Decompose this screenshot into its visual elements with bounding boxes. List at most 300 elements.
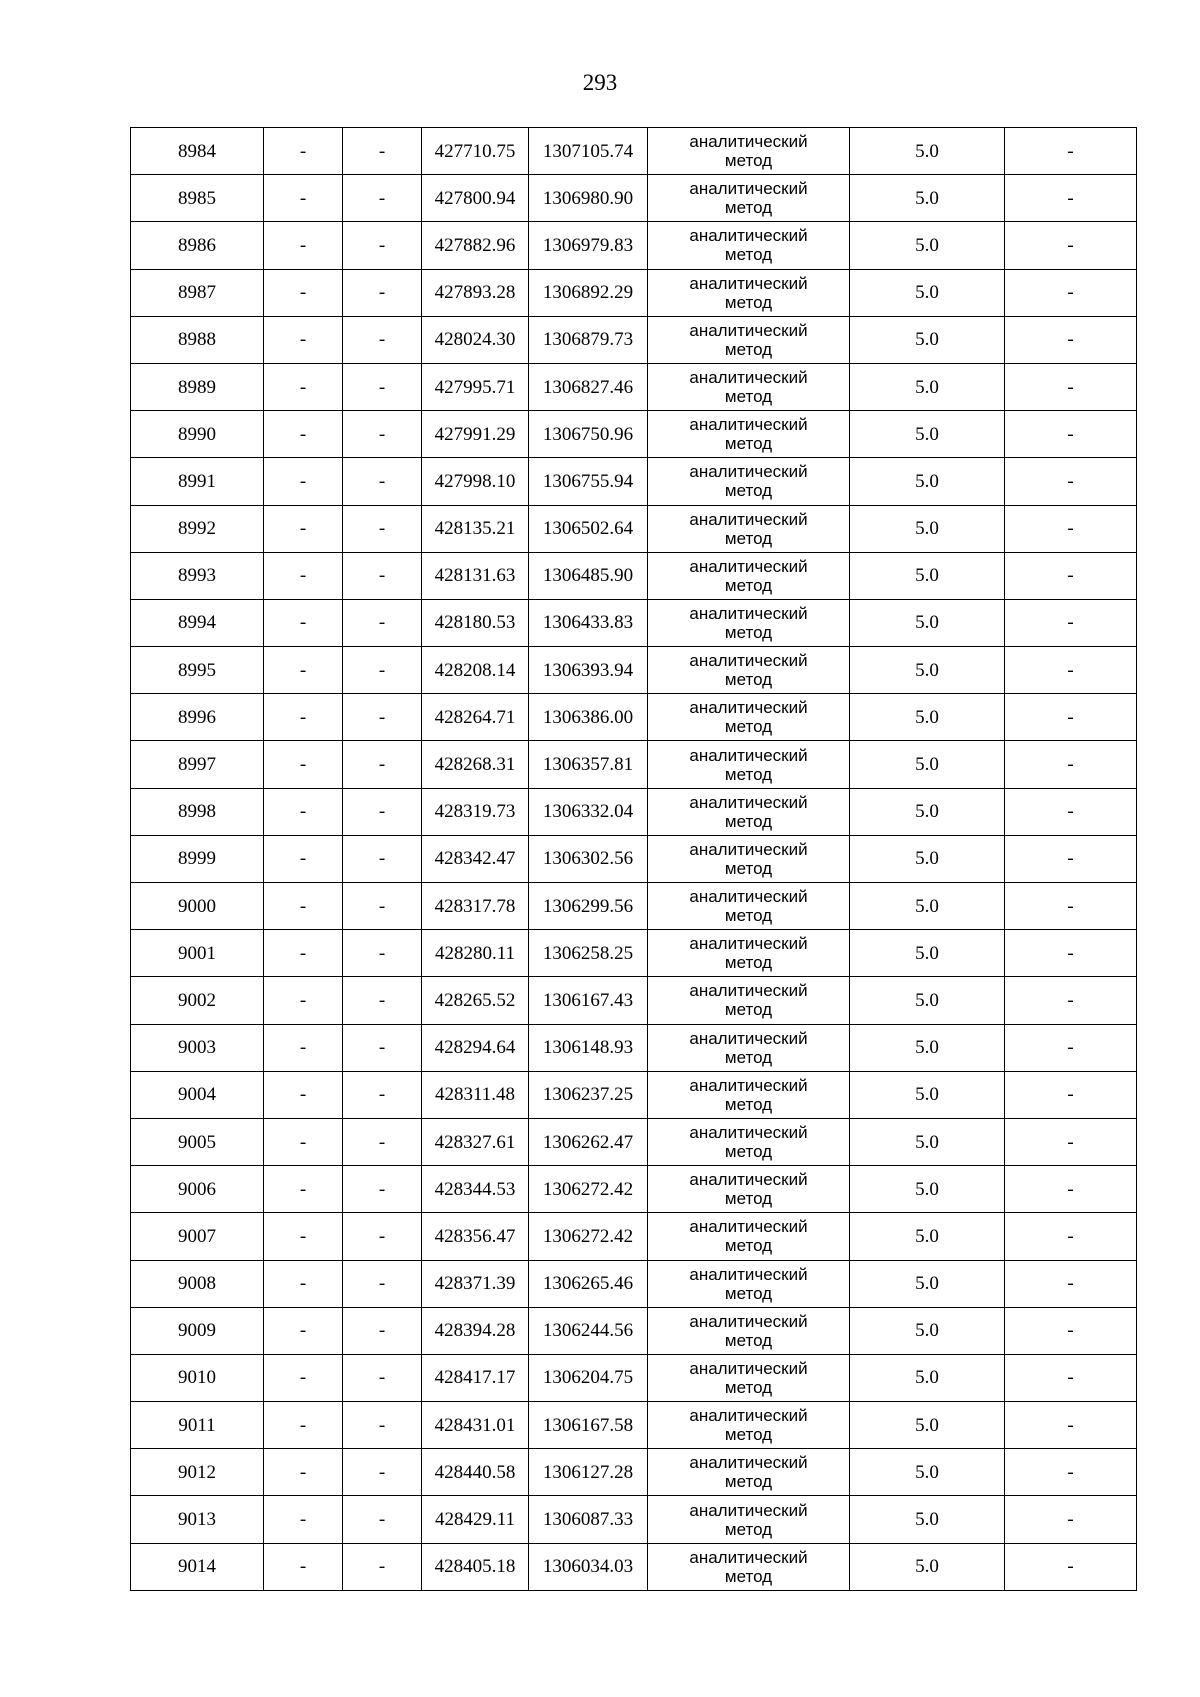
x-coordinate-cell: 428429.11 (422, 1496, 529, 1543)
point-number-cell: 9007 (131, 1213, 264, 1260)
dash-cell-1: - (264, 1260, 343, 1307)
method-cell (648, 411, 850, 458)
table-row (131, 363, 1137, 410)
method-cell (648, 363, 850, 410)
dash-cell-2: - (343, 977, 422, 1024)
method-text-line: аналитический (689, 415, 808, 435)
dash-cell-2: - (343, 930, 422, 977)
y-coordinate-cell: 1306299.56 (529, 883, 648, 930)
dash-cell-2: - (343, 175, 422, 222)
point-number-cell: 8990 (131, 411, 264, 458)
point-number-cell: 8989 (131, 363, 264, 410)
table-row (131, 505, 1137, 552)
method-text-line: метод (724, 953, 773, 973)
table-row (131, 883, 1137, 930)
method-text-line: аналитический (689, 792, 808, 812)
dash-cell-1: - (264, 411, 343, 458)
method-cell (648, 505, 850, 552)
dash-cell-1: - (264, 1118, 343, 1165)
point-number-cell: 8994 (131, 599, 264, 646)
table-row (131, 977, 1137, 1024)
method-cell (648, 1071, 850, 1118)
dash-cell-3: - (1005, 1024, 1137, 1071)
table-row (131, 1118, 1137, 1165)
point-number-cell: 8987 (131, 269, 264, 316)
method-cell (648, 977, 850, 1024)
x-coordinate-cell: 427800.94 (422, 175, 529, 222)
method-text-line: аналитический (689, 1123, 808, 1142)
dash-cell-3: - (1005, 222, 1137, 269)
dash-cell-1: - (264, 1166, 343, 1213)
x-coordinate-cell: 428356.47 (422, 1213, 529, 1260)
dash-cell-1: - (264, 694, 343, 741)
dash-cell-1: - (264, 363, 343, 410)
table-row (131, 599, 1137, 646)
dash-cell-1: - (264, 505, 343, 552)
accuracy-cell: 5.0 (850, 1166, 1005, 1213)
method-cell (648, 883, 850, 930)
method-text-line: метод (724, 1472, 773, 1492)
method-text-line: аналитический (689, 651, 808, 671)
x-coordinate-cell: 427882.96 (422, 222, 529, 269)
x-coordinate-cell: 427995.71 (422, 363, 529, 410)
y-coordinate-cell: 1306204.75 (529, 1354, 648, 1401)
point-number-cell: 8984 (131, 128, 264, 175)
dash-cell-3: - (1005, 1402, 1137, 1449)
method-text-line: аналитический (689, 1500, 808, 1520)
y-coordinate-cell: 1306892.29 (529, 269, 648, 316)
dash-cell-1: - (264, 222, 343, 269)
table-row (131, 222, 1137, 269)
point-number-cell: 8988 (131, 316, 264, 363)
y-coordinate-cell: 1306237.25 (529, 1071, 648, 1118)
accuracy-cell: 5.0 (850, 363, 1005, 410)
dash-cell-2: - (343, 647, 422, 694)
table-row (131, 1354, 1137, 1401)
method-text-line: метод (724, 198, 773, 218)
y-coordinate-cell: 1306265.46 (529, 1260, 648, 1307)
method-cell (648, 316, 850, 363)
accuracy-cell: 5.0 (850, 1449, 1005, 1496)
point-number-cell: 9014 (131, 1543, 264, 1590)
dash-cell-1: - (264, 1213, 343, 1260)
method-cell (648, 599, 850, 646)
y-coordinate-cell: 1306433.83 (529, 599, 648, 646)
method-text-line: метод (724, 1047, 773, 1067)
table-row (131, 788, 1137, 835)
method-cell (648, 1354, 850, 1401)
accuracy-cell: 5.0 (850, 1071, 1005, 1118)
dash-cell-3: - (1005, 1354, 1137, 1401)
dash-cell-3: - (1005, 1071, 1137, 1118)
table-row (131, 930, 1137, 977)
dash-cell-1: - (264, 1307, 343, 1354)
method-text-line: аналитический (689, 1028, 808, 1048)
method-cell (648, 647, 850, 694)
accuracy-cell: 5.0 (850, 835, 1005, 882)
accuracy-cell: 5.0 (850, 1260, 1005, 1307)
point-number-cell: 8992 (131, 505, 264, 552)
y-coordinate-cell: 1306502.64 (529, 505, 648, 552)
accuracy-cell: 5.0 (850, 1496, 1005, 1543)
method-text-line: аналитический (689, 1075, 808, 1095)
accuracy-cell: 5.0 (850, 1402, 1005, 1449)
table-body (131, 128, 1137, 1591)
y-coordinate-cell: 1306167.58 (529, 1402, 648, 1449)
method-text-line: аналитический (689, 1547, 808, 1567)
y-coordinate-cell: 1306750.96 (529, 411, 648, 458)
method-text-line: аналитический (689, 698, 808, 718)
table-row (131, 1024, 1137, 1071)
method-text-line: метод (724, 858, 773, 878)
x-coordinate-cell: 428440.58 (422, 1449, 529, 1496)
dash-cell-2: - (343, 1118, 422, 1165)
dash-cell-3: - (1005, 930, 1137, 977)
dash-cell-3: - (1005, 1118, 1137, 1165)
dash-cell-3: - (1005, 411, 1137, 458)
accuracy-cell: 5.0 (850, 1213, 1005, 1260)
method-text-line: аналитический (689, 226, 808, 246)
method-cell (648, 930, 850, 977)
dash-cell-2: - (343, 1166, 422, 1213)
x-coordinate-cell: 428342.47 (422, 835, 529, 882)
method-cell (648, 1543, 850, 1590)
dash-cell-3: - (1005, 1213, 1137, 1260)
y-coordinate-cell: 1306393.94 (529, 647, 648, 694)
dash-cell-1: - (264, 1449, 343, 1496)
x-coordinate-cell: 428311.48 (422, 1071, 529, 1118)
dash-cell-2: - (343, 128, 422, 175)
dash-cell-2: - (343, 222, 422, 269)
accuracy-cell: 5.0 (850, 175, 1005, 222)
table-row (131, 694, 1137, 741)
method-text-line: аналитический (689, 132, 808, 152)
method-text-line: метод (724, 717, 773, 737)
x-coordinate-cell: 428268.31 (422, 741, 529, 788)
dash-cell-1: - (264, 316, 343, 363)
method-text-line: аналитический (689, 887, 808, 907)
dash-cell-1: - (264, 552, 343, 599)
method-cell (648, 1307, 850, 1354)
method-cell (648, 1118, 850, 1165)
point-number-cell: 9006 (131, 1166, 264, 1213)
x-coordinate-cell: 427893.28 (422, 269, 529, 316)
y-coordinate-cell: 1306127.28 (529, 1449, 648, 1496)
method-text-line: метод (724, 1566, 773, 1586)
accuracy-cell: 5.0 (850, 128, 1005, 175)
table-row (131, 1449, 1137, 1496)
dash-cell-1: - (264, 788, 343, 835)
y-coordinate-cell: 1306386.00 (529, 694, 648, 741)
point-number-cell: 8996 (131, 694, 264, 741)
y-coordinate-cell: 1306272.42 (529, 1213, 648, 1260)
method-cell (648, 741, 850, 788)
y-coordinate-cell: 1306272.42 (529, 1166, 648, 1213)
table-row (131, 316, 1137, 363)
dash-cell-2: - (343, 1402, 422, 1449)
dash-cell-2: - (343, 1543, 422, 1590)
table-row (131, 1543, 1137, 1590)
x-coordinate-cell: 428319.73 (422, 788, 529, 835)
dash-cell-2: - (343, 788, 422, 835)
dash-cell-3: - (1005, 977, 1137, 1024)
point-number-cell: 9005 (131, 1118, 264, 1165)
dash-cell-3: - (1005, 1449, 1137, 1496)
y-coordinate-cell: 1306087.33 (529, 1496, 648, 1543)
dash-cell-2: - (343, 1071, 422, 1118)
y-coordinate-cell: 1306302.56 (529, 835, 648, 882)
dash-cell-1: - (264, 599, 343, 646)
point-number-cell: 8993 (131, 552, 264, 599)
method-text-line: метод (724, 1094, 773, 1114)
x-coordinate-cell: 427710.75 (422, 128, 529, 175)
point-number-cell: 9001 (131, 930, 264, 977)
page-number: 293 (582, 70, 618, 95)
dash-cell-3: - (1005, 505, 1137, 552)
method-cell (648, 1024, 850, 1071)
point-number-cell: 9009 (131, 1307, 264, 1354)
x-coordinate-cell: 428394.28 (422, 1307, 529, 1354)
method-text-line: метод (724, 764, 773, 784)
point-number-cell: 8998 (131, 788, 264, 835)
dash-cell-2: - (343, 505, 422, 552)
method-cell (648, 1213, 850, 1260)
table-row (131, 1166, 1137, 1213)
method-text-line: метод (724, 1377, 773, 1397)
y-coordinate-cell: 1306755.94 (529, 458, 648, 505)
dash-cell-1: - (264, 647, 343, 694)
x-coordinate-cell: 428024.30 (422, 316, 529, 363)
method-text-line: метод (724, 1189, 773, 1209)
method-text-line: метод (724, 434, 773, 454)
y-coordinate-cell: 1307105.74 (529, 128, 648, 175)
method-text-line: аналитический (689, 934, 808, 954)
dash-cell-3: - (1005, 835, 1137, 882)
y-coordinate-cell: 1306827.46 (529, 363, 648, 410)
method-text-line: аналитический (689, 368, 808, 387)
y-coordinate-cell: 1306879.73 (529, 316, 648, 363)
dash-cell-3: - (1005, 1166, 1137, 1213)
point-number-cell: 9013 (131, 1496, 264, 1543)
accuracy-cell: 5.0 (850, 1354, 1005, 1401)
dash-cell-1: - (264, 883, 343, 930)
dash-cell-2: - (343, 458, 422, 505)
dash-cell-1: - (264, 269, 343, 316)
dash-cell-3: - (1005, 694, 1137, 741)
dash-cell-1: - (264, 1543, 343, 1590)
accuracy-cell: 5.0 (850, 316, 1005, 363)
dash-cell-3: - (1005, 1543, 1137, 1590)
dash-cell-3: - (1005, 883, 1137, 930)
method-cell (648, 1449, 850, 1496)
x-coordinate-cell: 428280.11 (422, 930, 529, 977)
dash-cell-2: - (343, 883, 422, 930)
accuracy-cell: 5.0 (850, 930, 1005, 977)
method-cell (648, 835, 850, 882)
method-cell (648, 269, 850, 316)
method-text-line: метод (724, 1142, 773, 1162)
dash-cell-1: - (264, 1071, 343, 1118)
method-text-line: метод (724, 670, 773, 690)
method-text-line: метод (724, 1000, 773, 1020)
method-text-line: аналитический (689, 603, 808, 623)
y-coordinate-cell: 1306980.90 (529, 175, 648, 222)
dash-cell-2: - (343, 1024, 422, 1071)
accuracy-cell: 5.0 (850, 1024, 1005, 1071)
dash-cell-2: - (343, 741, 422, 788)
method-text-line: аналитический (689, 320, 808, 340)
dash-cell-3: - (1005, 175, 1137, 222)
point-number-cell: 9010 (131, 1354, 264, 1401)
dash-cell-2: - (343, 694, 422, 741)
dash-cell-3: - (1005, 269, 1137, 316)
point-number-cell: 8986 (131, 222, 264, 269)
method-text-line: аналитический (689, 1170, 808, 1190)
method-text-line: аналитический (689, 179, 808, 199)
table-row (131, 128, 1137, 175)
method-cell (648, 1402, 850, 1449)
accuracy-cell: 5.0 (850, 977, 1005, 1024)
table-row (131, 1213, 1137, 1260)
x-coordinate-cell: 428327.61 (422, 1118, 529, 1165)
dash-cell-3: - (1005, 1307, 1137, 1354)
method-text-line: аналитический (689, 1406, 808, 1426)
point-number-cell: 9002 (131, 977, 264, 1024)
y-coordinate-cell: 1306258.25 (529, 930, 648, 977)
method-text-line: метод (724, 811, 773, 831)
method-text-line: метод (724, 339, 773, 359)
method-text-line: метод (724, 481, 773, 501)
dash-cell-2: - (343, 552, 422, 599)
y-coordinate-cell: 1306034.03 (529, 1543, 648, 1590)
accuracy-cell: 5.0 (850, 505, 1005, 552)
accuracy-cell: 5.0 (850, 1118, 1005, 1165)
accuracy-cell: 5.0 (850, 599, 1005, 646)
dash-cell-3: - (1005, 363, 1137, 410)
table-row (131, 741, 1137, 788)
point-number-cell: 9008 (131, 1260, 264, 1307)
method-text-line: метод (724, 528, 773, 548)
point-number-cell: 8995 (131, 647, 264, 694)
y-coordinate-cell: 1306244.56 (529, 1307, 648, 1354)
x-coordinate-cell: 428180.53 (422, 599, 529, 646)
method-cell (648, 1496, 850, 1543)
dash-cell-2: - (343, 1213, 422, 1260)
method-cell (648, 1260, 850, 1307)
accuracy-cell: 5.0 (850, 222, 1005, 269)
dash-cell-1: - (264, 175, 343, 222)
method-cell (648, 458, 850, 505)
dash-cell-2: - (343, 316, 422, 363)
dash-cell-1: - (264, 835, 343, 882)
method-text-line: метод (724, 1425, 773, 1445)
method-text-line: метод (724, 387, 773, 407)
table-row (131, 1071, 1137, 1118)
table-row (131, 1402, 1137, 1449)
accuracy-cell: 5.0 (850, 647, 1005, 694)
accuracy-cell: 5.0 (850, 694, 1005, 741)
point-number-cell: 9004 (131, 1071, 264, 1118)
x-coordinate-cell: 428344.53 (422, 1166, 529, 1213)
method-cell (648, 552, 850, 599)
x-coordinate-cell: 428417.17 (422, 1354, 529, 1401)
method-text-line: аналитический (689, 556, 808, 576)
y-coordinate-cell: 1306485.90 (529, 552, 648, 599)
table-row (131, 552, 1137, 599)
table-row (131, 1496, 1137, 1543)
method-cell (648, 694, 850, 741)
method-text-line: аналитический (689, 462, 808, 482)
dash-cell-2: - (343, 835, 422, 882)
method-text-line: аналитический (689, 273, 808, 293)
dash-cell-3: - (1005, 647, 1137, 694)
y-coordinate-cell: 1306357.81 (529, 741, 648, 788)
table-row (131, 835, 1137, 882)
method-text-line: метод (724, 575, 773, 595)
method-text-line: метод (724, 151, 773, 171)
method-text-line: метод (724, 1283, 773, 1303)
dash-cell-1: - (264, 930, 343, 977)
method-text-line: метод (724, 245, 773, 265)
y-coordinate-cell: 1306332.04 (529, 788, 648, 835)
accuracy-cell: 5.0 (850, 788, 1005, 835)
method-text-line: аналитический (689, 981, 808, 1001)
x-coordinate-cell: 428371.39 (422, 1260, 529, 1307)
y-coordinate-cell: 1306262.47 (529, 1118, 648, 1165)
table-row (131, 175, 1137, 222)
accuracy-cell: 5.0 (850, 552, 1005, 599)
x-coordinate-cell: 428264.71 (422, 694, 529, 741)
x-coordinate-cell: 428317.78 (422, 883, 529, 930)
dash-cell-3: - (1005, 458, 1137, 505)
method-text-line: метод (724, 1236, 773, 1256)
method-text-line: аналитический (689, 509, 808, 529)
x-coordinate-cell: 427998.10 (422, 458, 529, 505)
dash-cell-1: - (264, 741, 343, 788)
accuracy-cell: 5.0 (850, 741, 1005, 788)
method-cell (648, 175, 850, 222)
table-row (131, 647, 1137, 694)
point-number-cell: 8997 (131, 741, 264, 788)
dash-cell-1: - (264, 1354, 343, 1401)
dash-cell-1: - (264, 1496, 343, 1543)
dash-cell-2: - (343, 1307, 422, 1354)
point-number-cell: 8999 (131, 835, 264, 882)
x-coordinate-cell: 428135.21 (422, 505, 529, 552)
x-coordinate-cell: 428265.52 (422, 977, 529, 1024)
dash-cell-3: - (1005, 128, 1137, 175)
accuracy-cell: 5.0 (850, 883, 1005, 930)
accuracy-cell: 5.0 (850, 411, 1005, 458)
dash-cell-2: - (343, 1496, 422, 1543)
accuracy-cell: 5.0 (850, 269, 1005, 316)
method-text-line: аналитический (689, 1311, 808, 1331)
accuracy-cell: 5.0 (850, 1307, 1005, 1354)
dash-cell-1: - (264, 1402, 343, 1449)
method-text-line: аналитический (689, 839, 808, 859)
accuracy-cell: 5.0 (850, 458, 1005, 505)
table-row (131, 1260, 1137, 1307)
accuracy-cell: 5.0 (850, 1543, 1005, 1590)
dash-cell-2: - (343, 363, 422, 410)
dash-cell-2: - (343, 1354, 422, 1401)
point-number-cell: 8985 (131, 175, 264, 222)
dash-cell-3: - (1005, 788, 1137, 835)
method-text-line: метод (724, 906, 773, 926)
method-cell (648, 788, 850, 835)
point-number-cell: 9003 (131, 1024, 264, 1071)
method-text-line: аналитический (689, 1453, 808, 1473)
